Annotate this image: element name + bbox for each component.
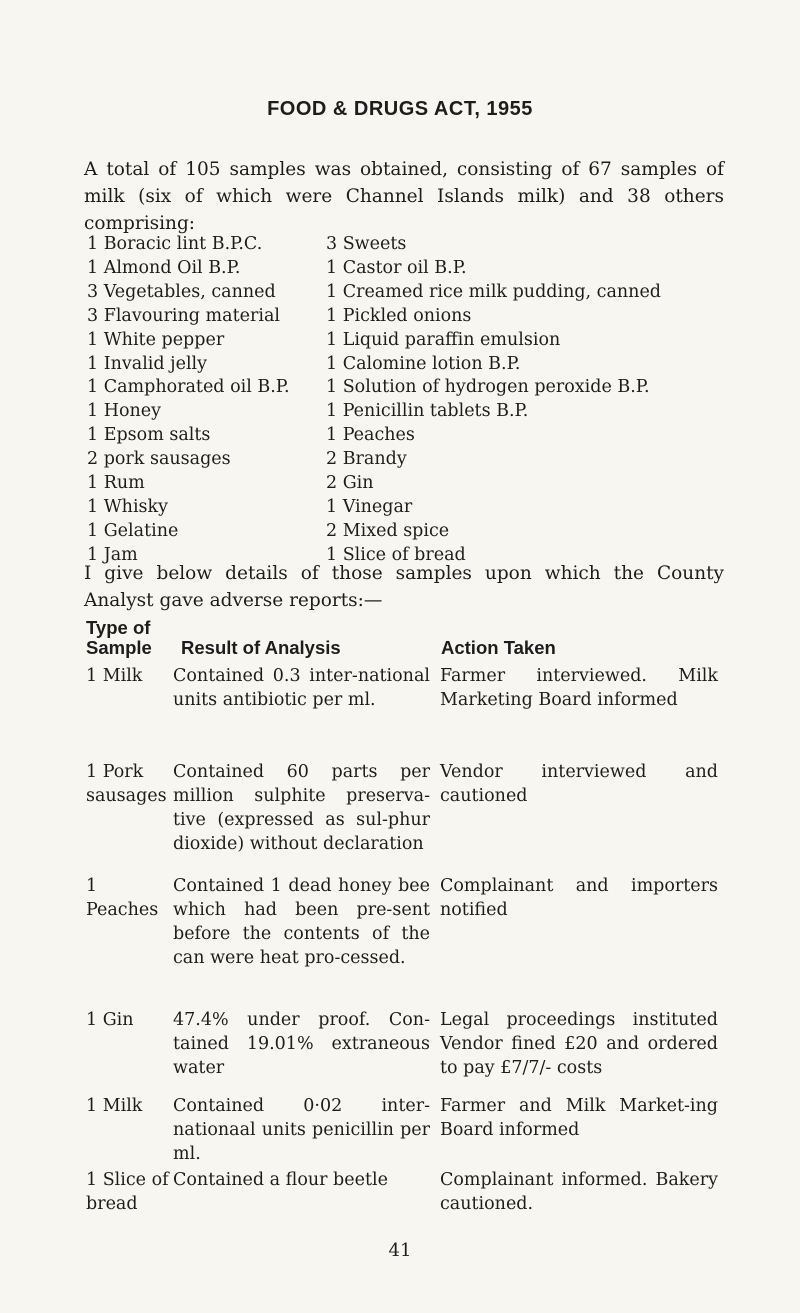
sample-item: 1 Solution of hydrogen peroxide B.P. [326,377,650,398]
sample-item: 1 Epsom salts [87,425,211,446]
sample-item: 2 Mixed spice [326,520,450,541]
sample-item: 1 Honey [87,401,162,422]
sample-item: 2 Brandy [326,449,407,470]
row-4-type: 1 Gin [86,1010,134,1030]
sample-item: 1 Invalid jelly [87,353,208,374]
sample-item: 1 Castor oil B.P. [326,257,467,278]
header-action-taken: Action Taken [441,637,556,658]
row-4-result: 47.4% under proof. Con-tained 19.01% extraneous water [173,1010,430,1078]
sample-item: 1 Whisky [87,496,169,517]
header-type-of-sample: Type of Sample [86,617,152,658]
sample-item: 2 Gin [326,473,374,494]
header-result-of-analysis: Result of Analysis [181,637,341,658]
row-6-action: Complainant informed. Bakery cautioned. [440,1170,718,1214]
sample-item: 3 Sweets [326,234,407,254]
sample-item: 1 Slice of bread [326,544,466,565]
adverse-reports-intro: I give below details of those samples upon which the County Analyst gave adverse reports:— [84,563,724,611]
sample-item: 1 Creamed rice milk pudding, canned [326,281,662,302]
sample-item: 1 Calomine lotion B.P. [326,353,521,374]
sample-item: 1 Camphorated oil B.P. [87,377,290,398]
sample-item: 1 Liquid paraffin emulsion [326,329,561,350]
row-2-result: Contained 60 parts per million sulphite preserva-tive (expressed as sul-phur dioxide) without declaration [173,762,430,854]
row-1-type: 1 Milk [86,666,143,686]
sample-item: 1 Peaches [326,425,415,446]
sample-item: 1 Jam [87,544,138,565]
row-2-type: 1 Pork sausages [86,762,167,806]
row-5-action: Farmer and Milk Market-ing Board informed [440,1096,718,1140]
row-1-result: Contained 0.3 inter-national units antibiotic per ml. [173,666,430,710]
sample-item: 1 Rum [87,473,145,494]
samples-list-right [326,233,661,568]
row-4-action: Legal proceedings instituted Vendor fined £20 and ordered to pay £7/7/- costs [440,1010,718,1078]
row-6-result: Contained a flour beetle [173,1170,388,1190]
sample-item: 1 Pickled onions [326,305,472,326]
sample-item: 1 White pepper [87,329,225,350]
sample-item: 1 Gelatine [87,520,179,541]
row-1-action: Farmer interviewed. Milk Marketing Board informed [440,666,718,710]
row-3-action: Complainant and importers notified [440,876,718,920]
sample-item: 3 Vegetables, canned [87,281,276,302]
row-3-result: Contained 1 dead honey bee which had been pre-sent before the contents of the can were heat pro-cessed. [173,876,430,968]
row-3-type: 1 Peaches [86,876,159,920]
page-heading: FOOD & DRUGS ACT, 1955 [267,98,533,120]
sample-item: 1 Vinegar [326,496,413,517]
row-5-type: 1 Milk [86,1096,143,1116]
intro-paragraph: A total of 105 samples was obtained, consisting of 67 samples of milk (six of which were Channel Islands milk) and 38 others comprising: [84,159,724,234]
sample-item: 2 pork sausages [87,449,231,470]
samples-list-left [87,233,290,568]
sample-item: 1 Penicillin tablets B.P. [326,401,529,422]
row-5-result: Contained 0·02 inter-nationaal units penicillin per ml. [173,1096,430,1164]
sample-item: 1 Almond Oil B.P. [87,257,241,278]
sample-item: 3 Flavouring material [87,305,280,326]
row-6-type: 1 Slice of bread [86,1170,169,1214]
row-2-action: Vendor interviewed and cautioned [440,762,718,806]
page-number: 41 [388,1240,412,1261]
sample-item: 1 Boracic lint B.P.C. [87,234,263,254]
